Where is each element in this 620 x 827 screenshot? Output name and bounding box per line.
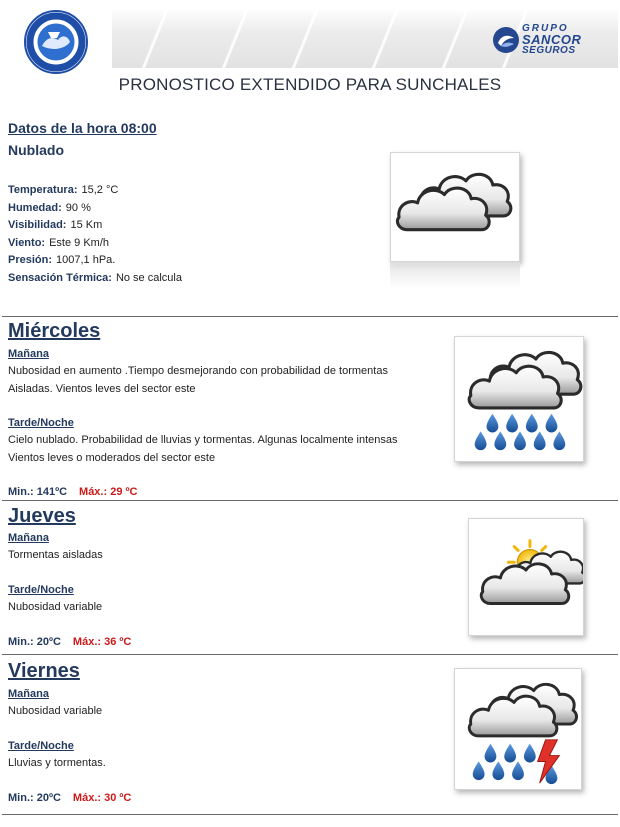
current-conditions-list (8, 182, 182, 288)
row-value: 15,2 °C (81, 184, 119, 196)
sancor-line2: SANCOR (522, 32, 582, 47)
evening-heading: Tarde/Noche (8, 584, 74, 596)
section-divider (2, 654, 618, 655)
temperature-range (8, 486, 137, 498)
section-divider (2, 316, 618, 317)
section-divider (2, 500, 618, 501)
morning-heading: Mañana (8, 532, 49, 544)
evening-forecast (8, 599, 102, 617)
current-row (8, 217, 182, 235)
current-sky: Nublado (8, 142, 64, 158)
row-value: 15 Km (70, 219, 103, 232)
current-row (8, 200, 182, 218)
weather-box-jueves (468, 518, 584, 636)
forecast-line: Nubosidad variable (8, 705, 103, 717)
forecast-line: Nubosidad en aumento .Tiempo desmejorando con probabilidad de tormentas (8, 365, 388, 377)
morning-forecast (8, 703, 102, 721)
sancor-line3: SEGUROS (522, 45, 576, 56)
current-weather-box (390, 152, 520, 262)
row-value: No se calcula (115, 271, 182, 284)
forecast-line: Lluvias y tormentas. (8, 757, 106, 769)
morning-heading: Mañana (8, 348, 49, 360)
forecast-line: Tormentas aisladas (8, 549, 103, 561)
row-label: Presión: (8, 254, 53, 267)
min-temp: Min.: 20ºC (8, 636, 61, 648)
row-label: Sensación Térmica: (8, 271, 112, 284)
row-label: Temperatura: (8, 184, 78, 196)
weather-box-viernes (454, 668, 582, 790)
min-temp: Min.: 141ºC (8, 486, 68, 498)
row-value: Este 9 Km/h (49, 236, 109, 249)
max-temp: Máx.: 30 ºC (72, 792, 132, 804)
row-label: Viento: (8, 236, 46, 249)
forecast-line: Aisladas. Vientos leves del sector este (8, 382, 196, 395)
evening-heading: Tarde/Noche (8, 740, 74, 752)
forecast-line: Vientos leves o moderados del sector este (8, 451, 216, 464)
section-divider (2, 814, 618, 815)
page-title: PRONOSTICO EXTENDIDO PARA SUNCHALES (118, 75, 502, 94)
current-row (8, 235, 182, 253)
morning-heading: Mañana (8, 688, 49, 700)
temperature-range (8, 636, 131, 648)
smn-logo (24, 10, 88, 74)
day-title: Viernes (8, 660, 80, 682)
row-value: 1007,1 hPa. (56, 254, 116, 267)
cloudy-icon (391, 153, 519, 261)
evening-heading: Tarde/Noche (8, 417, 74, 429)
evening-forecast (8, 755, 106, 773)
current-row (8, 182, 182, 200)
weather-box-miercoles (454, 336, 584, 462)
evening-forecast (8, 432, 398, 467)
forecast-line: Cielo nublado. Probabilidad de lluvias y tormentas. Algunas localmente intensas (8, 434, 398, 446)
icon-reflection (390, 262, 520, 288)
partly-cloudy-icon (469, 519, 583, 635)
max-temp: Máx.: 36 ºC (72, 636, 132, 648)
morning-forecast (8, 547, 103, 565)
min-temp: Min.: 20ºC (8, 792, 61, 804)
sancor-emblem-icon (492, 26, 520, 54)
thunderstorm-icon (455, 669, 581, 789)
day-title: Jueves (8, 505, 76, 527)
row-label: Visibilidad: (8, 219, 67, 232)
current-row (8, 252, 182, 270)
sancor-line1: GRUPO (522, 23, 569, 34)
day-title: Miércoles (8, 320, 101, 342)
current-row (8, 270, 182, 288)
temperature-range (8, 792, 131, 804)
sancor-logo (492, 20, 612, 60)
current-heading: Datos de la hora 08:00 (8, 120, 157, 136)
max-temp: Máx.: 29 ºC (79, 486, 138, 498)
rain-icon (455, 337, 583, 461)
row-value: 90 % (65, 201, 91, 214)
morning-forecast (8, 363, 388, 398)
forecast-line: Nubosidad variable (8, 601, 103, 613)
row-label: Humedad: (8, 201, 62, 214)
